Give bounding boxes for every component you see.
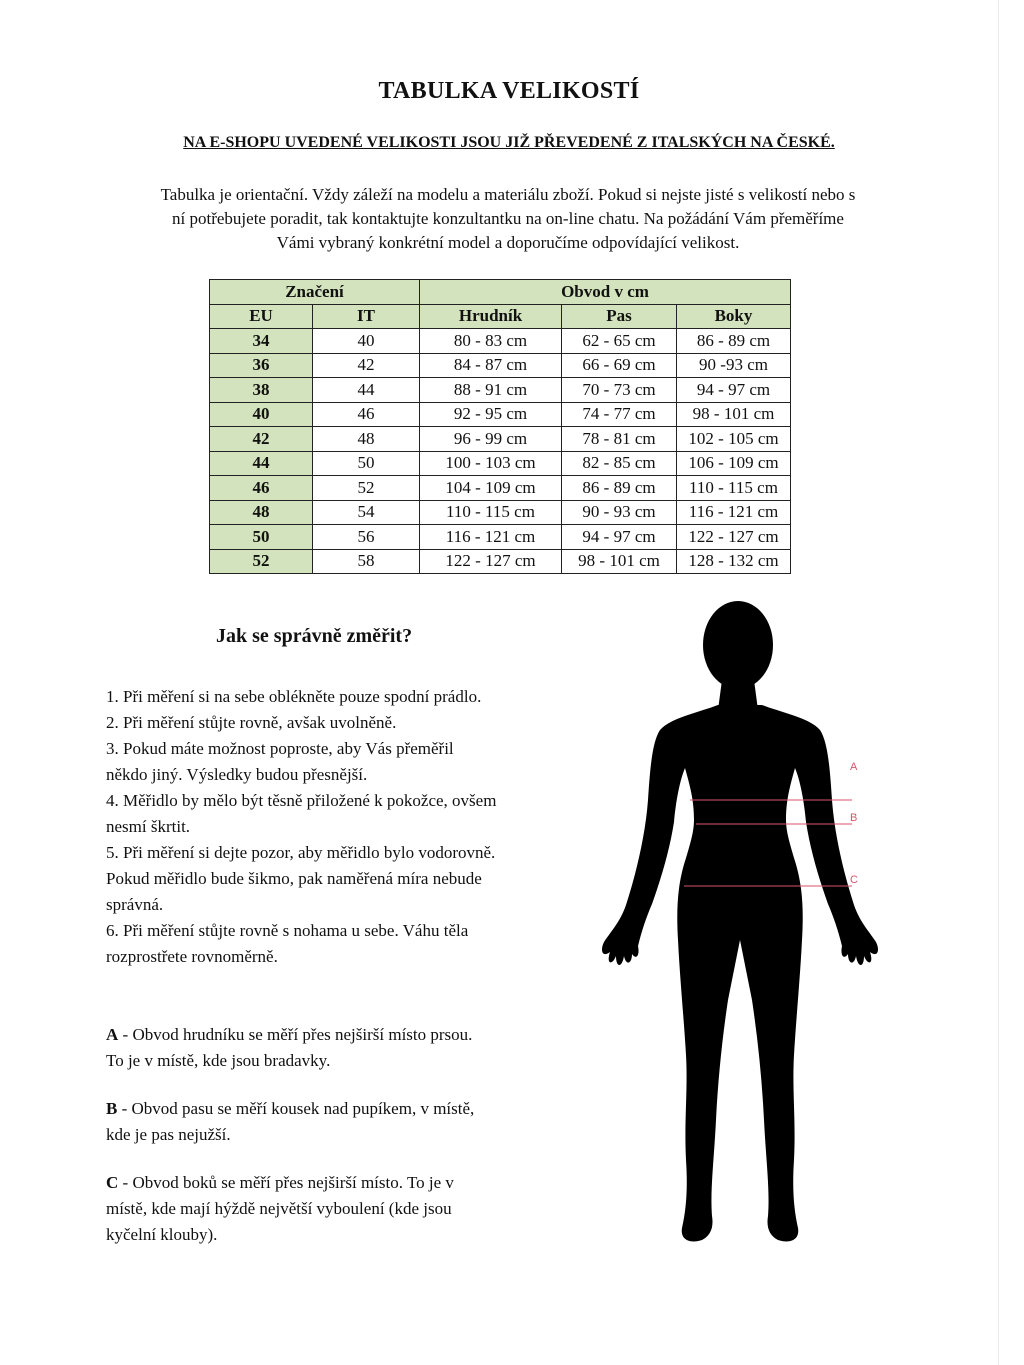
column-header-chest: Hrudník [420, 304, 562, 329]
cell-it: 54 [313, 500, 420, 525]
cell-it: 42 [313, 353, 420, 378]
cell-chest: 92 - 95 cm [420, 402, 562, 427]
cell-waist: 70 - 73 cm [562, 378, 677, 403]
cell-chest: 84 - 87 cm [420, 353, 562, 378]
page-edge-divider [998, 0, 999, 1365]
howto-heading: Jak se správně změřit? [216, 625, 413, 647]
definition-text: - Obvod boků se měří přes nejširší místo. To je v [118, 1173, 454, 1192]
size-table-body [210, 329, 791, 574]
definition-text: - Obvod hrudníku se měří přes nejširší místo prsou. [118, 1025, 473, 1044]
definition-c [106, 1170, 546, 1248]
definition-line: místě, kde mají hýždě největší vyboulení (kde jsou [106, 1199, 452, 1218]
cell-eu: 34 [210, 329, 313, 354]
column-header-eu: EU [210, 304, 313, 329]
cell-waist: 94 - 97 cm [562, 525, 677, 550]
cell-waist: 90 - 93 cm [562, 500, 677, 525]
silhouette-icon [602, 601, 878, 1242]
cell-eu: 42 [210, 427, 313, 452]
cell-hips: 128 - 132 cm [677, 549, 791, 574]
measurement-steps [106, 684, 576, 970]
table-row [210, 427, 791, 452]
column-header-hips: Boky [677, 304, 791, 329]
step-item [106, 710, 576, 736]
definition-a [106, 1022, 546, 1074]
cell-chest: 116 - 121 cm [420, 525, 562, 550]
cell-eu: 40 [210, 402, 313, 427]
step-line: 6. Při měření stůjte rovně s nohama u sebe. Váhu těla [106, 921, 469, 940]
step-line: 1. Při měření si na sebe oblékněte pouze spodní prádlo. [106, 687, 482, 706]
table-row [210, 476, 791, 501]
cell-hips: 86 - 89 cm [677, 329, 791, 354]
cell-hips: 98 - 101 cm [677, 402, 791, 427]
step-line: 3. Pokud máte možnost poproste, aby Vás přeměřil [106, 739, 454, 758]
definition-letter: B [106, 1099, 118, 1118]
cell-chest: 100 - 103 cm [420, 451, 562, 476]
cell-waist: 98 - 101 cm [562, 549, 677, 574]
cell-waist: 62 - 65 cm [562, 329, 677, 354]
cell-it: 48 [313, 427, 420, 452]
header-circumference: Obvod v cm [420, 280, 791, 305]
cell-it: 56 [313, 525, 420, 550]
cell-eu: 46 [210, 476, 313, 501]
cell-chest: 96 - 99 cm [420, 427, 562, 452]
cell-it: 40 [313, 329, 420, 354]
measurement-definitions [106, 1022, 546, 1270]
table-row [210, 451, 791, 476]
step-item [106, 736, 576, 788]
cell-hips: 110 - 115 cm [677, 476, 791, 501]
definition-line: kde je pas nejužší. [106, 1125, 231, 1144]
step-line: Pokud měřidlo bude šikmo, pak naměřená míra nebude [106, 869, 482, 888]
cell-hips: 94 - 97 cm [677, 378, 791, 403]
step-line: 5. Při měření si dejte pozor, aby měřidlo bylo vodorovně. [106, 843, 496, 862]
step-line: 2. Při měření stůjte rovně, avšak uvolněně. [106, 713, 397, 732]
body-silhouette-figure [590, 600, 890, 1260]
table-row [210, 402, 791, 427]
cell-chest: 104 - 109 cm [420, 476, 562, 501]
intro-line: Tabulka je orientační. Vždy záleží na modelu a materiálu zboží. Pokud si nejste jisté s velikostí nebo s [160, 185, 856, 204]
table-row [210, 329, 791, 354]
cell-eu: 52 [210, 549, 313, 574]
step-item [106, 684, 576, 710]
step-item [106, 840, 576, 918]
size-table [209, 279, 791, 574]
cell-eu: 50 [210, 525, 313, 550]
table-row [210, 353, 791, 378]
cell-chest: 122 - 127 cm [420, 549, 562, 574]
cell-chest: 110 - 115 cm [420, 500, 562, 525]
cell-eu: 38 [210, 378, 313, 403]
cell-it: 44 [313, 378, 420, 403]
cell-eu: 48 [210, 500, 313, 525]
table-row [210, 500, 791, 525]
definition-line: To je v místě, kde jsou bradavky. [106, 1051, 331, 1070]
cell-hips: 116 - 121 cm [677, 500, 791, 525]
table-row [210, 378, 791, 403]
step-item [106, 788, 576, 840]
page-subtitle: NA E-SHOPU UVEDENÉ VELIKOSTI JSOU JIŽ PŘEVEDENÉ Z ITALSKÝCH NA ČESKÉ. [183, 134, 835, 151]
figure-label-c: C [850, 874, 858, 886]
definition-line [106, 1096, 546, 1122]
step-line: 4. Měřidlo by mělo být těsně přiložené k pokožce, ovšem [106, 791, 497, 810]
definition-line [106, 1170, 546, 1196]
step-line: správná. [106, 895, 164, 914]
intro-paragraph [108, 183, 908, 255]
cell-waist: 82 - 85 cm [562, 451, 677, 476]
cell-chest: 88 - 91 cm [420, 378, 562, 403]
cell-eu: 36 [210, 353, 313, 378]
column-header-waist: Pas [562, 304, 677, 329]
cell-waist: 86 - 89 cm [562, 476, 677, 501]
cell-eu: 44 [210, 451, 313, 476]
cell-hips: 90 -93 cm [677, 353, 791, 378]
cell-it: 50 [313, 451, 420, 476]
page-title: TABULKA VELIKOSTÍ [378, 78, 640, 104]
definition-line: kyčelní klouby). [106, 1225, 218, 1244]
definition-letter: C [106, 1173, 119, 1192]
cell-it: 58 [313, 549, 420, 574]
intro-line: Vámi vybraný konkrétní model a doporučíme odpovídající velikost. [276, 233, 740, 252]
cell-chest: 80 - 83 cm [420, 329, 562, 354]
definition-b [106, 1096, 546, 1148]
cell-hips: 106 - 109 cm [677, 451, 791, 476]
definition-line [106, 1022, 546, 1048]
step-line: rozprostřete rovnoměrně. [106, 947, 278, 966]
step-line: někdo jiný. Výsledky budou přesnější. [106, 765, 368, 784]
cell-it: 46 [313, 402, 420, 427]
intro-line: ní potřebujete poradit, tak kontaktujte konzultantku na on-line chatu. Na požádání Vám přeměříme [172, 209, 844, 228]
cell-waist: 66 - 69 cm [562, 353, 677, 378]
definition-letter: A [106, 1025, 119, 1044]
cell-waist: 78 - 81 cm [562, 427, 677, 452]
table-row [210, 525, 791, 550]
cell-waist: 74 - 77 cm [562, 402, 677, 427]
header-marking: Značení [210, 280, 420, 305]
cell-hips: 102 - 105 cm [677, 427, 791, 452]
cell-it: 52 [313, 476, 420, 501]
cell-hips: 122 - 127 cm [677, 525, 791, 550]
figure-label-b: B [850, 812, 858, 824]
table-row [210, 549, 791, 574]
definition-text: - Obvod pasu se měří kousek nad pupíkem, v místě, [117, 1099, 475, 1118]
column-header-it: IT [313, 304, 420, 329]
figure-label-a: A [850, 761, 858, 773]
step-item [106, 918, 576, 970]
step-line: nesmí škrtit. [106, 817, 191, 836]
